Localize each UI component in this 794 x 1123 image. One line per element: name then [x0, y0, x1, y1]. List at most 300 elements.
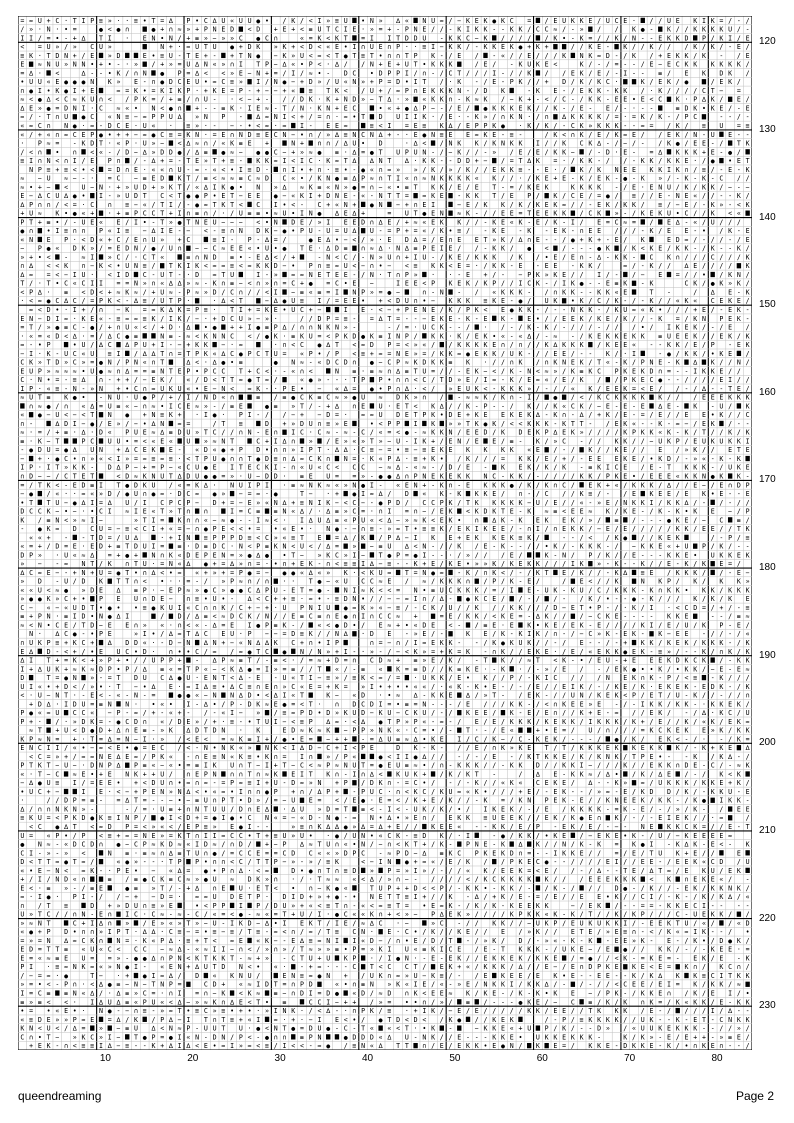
stitch-symbol: U	[134, 490, 138, 498]
stitch-symbol: ∩	[134, 578, 138, 586]
stitch-symbol: P	[387, 455, 391, 463]
stitch-symbol: T	[143, 192, 147, 200]
stitch-symbol: E	[195, 157, 199, 165]
stitch-symbol: /	[641, 192, 645, 200]
stitch-symbol: ∩	[379, 508, 383, 516]
stitch-symbol: E	[728, 315, 732, 323]
stitch-symbol: ●	[256, 324, 260, 332]
stitch-symbol: /	[702, 350, 706, 358]
stitch-symbol: ∩	[449, 481, 453, 489]
stitch-symbol: /	[606, 420, 610, 428]
stitch-symbol: K	[658, 455, 662, 463]
stitch-symbol: ·	[82, 332, 86, 340]
stitch-symbol: «	[632, 341, 636, 349]
stitch-symbol: C	[265, 534, 269, 542]
stitch-mark	[195, 438, 199, 443]
stitch-symbol: U	[195, 473, 199, 481]
stitch-symbol: -	[615, 175, 619, 183]
stitch-symbol: /	[588, 148, 592, 156]
stitch-symbol: I	[213, 183, 217, 191]
stitch-symbol: K	[676, 157, 680, 165]
stitch-symbol: ●	[29, 87, 33, 95]
stitch-mark	[29, 456, 33, 461]
stitch-symbol: N	[151, 473, 155, 481]
stitch-mark	[422, 421, 426, 426]
stitch-symbol: E	[20, 61, 24, 69]
stitch-symbol: -	[746, 315, 750, 323]
stitch-symbol: ∆	[282, 437, 287, 445]
stitch-symbol: K	[711, 183, 715, 191]
stitch-symbol: −	[47, 473, 51, 481]
stitch-symbol: -	[352, 324, 356, 332]
stitch-symbol: T	[300, 534, 304, 542]
stitch-symbol: P	[396, 359, 400, 367]
stitch-symbol: K	[501, 464, 505, 472]
stitch-symbol: C	[571, 192, 575, 200]
stitch-symbol: K	[510, 499, 514, 507]
stitch-symbol: /	[449, 183, 453, 191]
stitch-symbol: C	[274, 148, 278, 156]
stitch-symbol: K	[693, 324, 697, 332]
stitch-symbol: K	[440, 578, 444, 586]
stitch-symbol: <	[29, 297, 33, 305]
stitch-symbol: +	[20, 210, 24, 218]
stitch-symbol: K	[597, 166, 601, 174]
stitch-symbol: I	[73, 157, 77, 165]
stitch-symbol: E	[256, 104, 260, 112]
stitch-symbol: /	[684, 43, 688, 51]
stitch-symbol: ●	[221, 359, 225, 367]
stitch-symbol: −	[632, 543, 636, 551]
stitch-symbol: ∆	[81, 69, 86, 77]
stitch-symbol: ●	[213, 473, 217, 481]
stitch-symbol: /	[256, 578, 260, 586]
stitch-symbol: /	[536, 394, 540, 402]
stitch-symbol: −	[134, 420, 138, 428]
stitch-symbol: T	[230, 201, 234, 209]
stitch-symbol: T	[160, 218, 164, 226]
stitch-mark	[143, 27, 147, 32]
stitch-symbol: E	[684, 201, 688, 209]
stitch-symbol: −	[90, 262, 94, 270]
stitch-symbol: ·	[38, 385, 42, 393]
stitch-symbol: -	[178, 332, 182, 340]
stitch-symbol: D	[213, 253, 217, 261]
stitch-symbol: »	[326, 17, 330, 25]
stitch-symbol: /	[510, 148, 514, 156]
stitch-symbol: /	[125, 420, 129, 428]
stitch-symbol: +	[370, 78, 374, 86]
stitch-symbol: T	[160, 359, 164, 367]
stitch-symbol: ∩	[230, 227, 234, 235]
stitch-symbol: /	[684, 26, 688, 34]
stitch-symbol: -	[492, 26, 496, 34]
stitch-symbol: K	[82, 245, 86, 253]
stitch-symbol: E	[553, 227, 557, 235]
stitch-symbol: /	[641, 201, 645, 209]
stitch-symbol: K	[501, 236, 505, 244]
stitch-symbol: C	[309, 455, 313, 463]
stitch-symbol: D	[29, 473, 33, 481]
stitch-symbol: »	[414, 350, 418, 358]
stitch-symbol: E	[309, 245, 313, 253]
stitch-symbol: <	[545, 96, 549, 104]
stitch-symbol: •	[711, 490, 715, 498]
stitch-symbol: ·	[483, 324, 487, 332]
stitch-symbol: /	[431, 26, 435, 34]
stitch-symbol: N	[396, 350, 400, 358]
stitch-symbol: /	[684, 122, 688, 130]
stitch-symbol: C	[597, 297, 601, 305]
stitch-symbol: P	[746, 508, 750, 516]
stitch-symbol: /	[728, 402, 732, 410]
stitch-symbol: ∩	[387, 52, 391, 60]
stitch-symbol: T	[151, 253, 155, 261]
stitch-symbol: ·	[38, 280, 42, 288]
stitch-symbol: •	[370, 69, 374, 77]
stitch-symbol: C	[29, 508, 33, 516]
stitch-symbol: -	[108, 315, 112, 323]
stitch-symbol: C	[431, 499, 435, 507]
stitch-symbol: K	[553, 201, 557, 209]
stitch-symbol: K	[650, 481, 654, 489]
stitch-symbol: /	[728, 411, 732, 419]
stitch-symbol: »	[361, 473, 365, 481]
stitch-symbol: /	[457, 499, 461, 507]
stitch-symbol: K	[597, 315, 601, 323]
stitch-symbol: »	[134, 516, 138, 524]
stitch-symbol: C	[82, 280, 86, 288]
stitch-symbol: E	[518, 104, 522, 112]
stitch-symbol: U	[396, 113, 400, 121]
stitch-symbol: +	[230, 446, 234, 454]
stitch-symbol: /	[527, 473, 531, 481]
stitch-symbol: I	[256, 78, 260, 86]
stitch-symbol: -	[580, 464, 584, 472]
stitch-symbol: K	[702, 464, 706, 472]
stitch-symbol: »	[73, 43, 77, 51]
stitch-symbol: ≡	[283, 394, 287, 402]
stitch-symbol: N	[55, 516, 59, 524]
stitch-symbol: U	[309, 420, 313, 428]
stitch-symbol: E	[623, 166, 627, 174]
stitch-symbol: I	[221, 236, 225, 244]
stitch-symbol: C	[90, 525, 94, 533]
stitch-symbol: •	[300, 61, 304, 69]
stitch-symbol: K	[684, 473, 688, 481]
stitch-symbol: I	[291, 429, 295, 437]
stitch-symbol: ●	[317, 578, 321, 586]
stitch-symbol: ∆	[683, 262, 688, 270]
stitch-symbol: K	[178, 516, 182, 524]
stitch-symbol: ≡	[125, 525, 129, 533]
stitch-symbol: /	[274, 394, 278, 402]
stitch-symbol: E	[169, 446, 173, 454]
stitch-symbol: -	[457, 394, 461, 402]
stitch-mark	[352, 246, 356, 251]
stitch-symbol: E	[457, 253, 461, 261]
stitch-symbol: ≡	[116, 315, 120, 323]
stitch-symbol: •	[204, 78, 208, 86]
stitch-symbol: ∆	[150, 157, 155, 165]
stitch-symbol: N	[335, 192, 339, 200]
stitch-symbol: ●	[20, 227, 24, 235]
stitch-symbol: /	[606, 34, 610, 42]
stitch-symbol: K	[518, 516, 522, 524]
stitch-symbol: /	[536, 490, 540, 498]
stitch-symbol: -	[352, 271, 356, 279]
stitch-symbol: P	[239, 411, 243, 419]
stitch-symbol: /	[475, 569, 479, 577]
stitch-symbol: /	[702, 253, 706, 261]
stitch-symbol: -	[650, 26, 654, 34]
stitch-symbol: −	[457, 17, 461, 25]
stitch-symbol: T	[466, 499, 470, 507]
stitch-symbol: P	[274, 324, 278, 332]
stitch-symbol: T	[466, 420, 470, 428]
stitch-symbol: +	[405, 201, 409, 209]
stitch-symbol: /	[492, 455, 496, 463]
stitch-symbol: K	[562, 420, 566, 428]
stitch-symbol: U	[248, 17, 252, 25]
stitch-symbol: ·	[82, 508, 86, 516]
stitch-symbol: E	[440, 508, 444, 516]
stitch-symbol: D	[449, 411, 453, 419]
stitch-symbol: ∩	[518, 490, 522, 498]
stitch-symbol: ·	[125, 34, 129, 42]
stitch-symbol: K	[47, 525, 51, 533]
stitch-symbol: /	[702, 157, 706, 165]
stitch-symbol: -	[178, 288, 182, 296]
stitch-symbol: C	[650, 253, 654, 261]
stitch-symbol: /	[615, 508, 619, 516]
stitch-symbol: U	[379, 402, 383, 410]
stitch-symbol: −	[195, 245, 199, 253]
stitch-symbol: U	[667, 183, 671, 191]
stitch-symbol: <	[492, 367, 496, 375]
stitch-symbol: −	[20, 455, 24, 463]
stitch-symbol: K	[746, 262, 750, 270]
stitch-symbol: I	[20, 464, 24, 472]
stitch-symbol: K	[501, 245, 505, 253]
stitch-symbol: K	[711, 61, 715, 69]
stitch-symbol: U	[291, 306, 295, 314]
stitch-mark	[457, 62, 461, 67]
stitch-symbol: /	[571, 324, 575, 332]
stitch-symbol: U	[143, 122, 147, 130]
stitch-symbol: K	[457, 473, 461, 481]
stitch-symbol: <	[55, 157, 59, 165]
stitch-symbol: ∩	[527, 525, 531, 533]
stitch-symbol: K	[536, 87, 540, 95]
stitch-symbol: /	[195, 175, 199, 183]
stitch-symbol: E	[658, 245, 662, 253]
stitch-symbol: U	[300, 543, 304, 551]
stitch-symbol: ∆	[535, 411, 540, 419]
stitch-symbol: N	[195, 218, 199, 226]
stitch-symbol: C	[38, 508, 42, 516]
stitch-symbol: «	[606, 359, 610, 367]
stitch-symbol: <	[29, 96, 33, 104]
stitch-symbol: E	[597, 175, 601, 183]
stitch-symbol: <	[422, 385, 426, 393]
stitch-symbol: -	[615, 271, 619, 279]
stitch-symbol: «	[422, 341, 426, 349]
stitch-mark	[169, 140, 173, 145]
stitch-symbol: -	[580, 455, 584, 463]
stitch-symbol: K	[650, 157, 654, 165]
stitch-symbol: E	[143, 34, 147, 42]
stitch-symbol: «	[213, 446, 217, 454]
stitch-symbol: -	[457, 481, 461, 489]
stitch-symbol: P	[134, 341, 138, 349]
stitch-symbol: E	[483, 315, 487, 323]
stitch-symbol: ≡	[186, 122, 190, 130]
stitch-symbol: N	[335, 324, 339, 332]
stitch-mark	[710, 561, 714, 566]
stitch-symbol: /	[606, 131, 610, 139]
stitch-symbol: +	[55, 166, 59, 174]
stitch-symbol: E	[213, 464, 217, 472]
stitch-symbol: E	[134, 78, 138, 86]
stitch-symbol: =	[737, 87, 741, 95]
stitch-symbol: U	[195, 78, 199, 86]
stitch-symbol: E	[466, 481, 470, 489]
stitch-symbol: K	[274, 543, 278, 551]
stitch-symbol: «	[693, 218, 697, 226]
stitch-symbol: /	[29, 280, 33, 288]
stitch-symbol: /	[597, 446, 601, 454]
stitch-symbol: <	[300, 43, 304, 51]
stitch-symbol: ●	[55, 455, 59, 463]
stitch-symbol: −	[47, 411, 51, 419]
stitch-symbol: T	[746, 157, 750, 165]
stitch-symbol: I	[90, 499, 94, 507]
stitch-symbol: -	[475, 402, 479, 410]
stitch-symbol: ≈	[317, 52, 321, 60]
stitch-symbol: ∆	[290, 455, 295, 463]
stitch-symbol: E	[632, 455, 636, 463]
stitch-symbol: ·	[64, 17, 68, 25]
stitch-symbol: E	[684, 490, 688, 498]
stitch-symbol: E	[571, 253, 575, 261]
stitch-symbol: K	[256, 43, 260, 51]
stitch-symbol: ●	[82, 113, 86, 121]
stitch-symbol: -	[352, 429, 356, 437]
stitch-symbol: P	[108, 157, 112, 165]
stitch-symbol: K	[169, 411, 173, 419]
stitch-symbol: ≡	[326, 420, 330, 428]
stitch-symbol: P	[431, 280, 435, 288]
stitch-symbol: ≈	[492, 376, 496, 384]
stitch-symbol: +	[239, 324, 243, 332]
stitch-symbol: −	[379, 183, 383, 191]
stitch-symbol: ∆	[194, 69, 199, 77]
stitch-symbol: E	[483, 543, 487, 551]
stitch-symbol: ≈	[553, 332, 557, 340]
stitch-symbol: ∩	[414, 201, 418, 209]
stitch-symbol: ≡	[326, 262, 330, 270]
stitch-symbol: ·	[73, 429, 77, 437]
stitch-mark	[422, 333, 426, 338]
stitch-symbol: <	[352, 236, 356, 244]
stitch-symbol: ∆	[395, 455, 400, 463]
stitch-symbol: U	[711, 131, 715, 139]
stitch-symbol: •	[47, 376, 51, 384]
stitch-symbol: ∩	[195, 516, 199, 524]
stitch-symbol: ·	[361, 26, 365, 34]
stitch-symbol: /	[562, 26, 566, 34]
stitch-symbol: ·	[352, 569, 356, 577]
stitch-mark	[239, 272, 243, 277]
stitch-symbol: D	[134, 543, 138, 551]
stitch-symbol: ≈	[160, 490, 164, 498]
stitch-symbol: K	[440, 218, 444, 226]
stitch-symbol: ≡	[274, 455, 278, 463]
stitch-symbol: ∩	[361, 525, 365, 533]
stitch-mark	[632, 79, 636, 84]
stitch-mark	[151, 535, 155, 540]
stitch-symbol: •	[20, 499, 24, 507]
stitch-symbol: I	[667, 166, 671, 174]
stitch-symbol: K	[553, 359, 557, 367]
stitch-symbol: ●	[125, 551, 129, 559]
stitch-symbol: ≡	[256, 131, 260, 139]
stitch-symbol: T	[405, 569, 409, 577]
stitch-symbol: /	[536, 359, 540, 367]
stitch-symbol: ∆	[395, 534, 400, 542]
stitch-symbol: K	[553, 192, 557, 200]
stitch-symbol: ≡	[151, 367, 155, 375]
stitch-symbol: E	[108, 420, 112, 428]
stitch-symbol: E	[492, 341, 496, 349]
stitch-symbol: ∆	[378, 490, 383, 498]
stitch-symbol: K	[518, 140, 522, 148]
stitch-symbol: <	[99, 288, 103, 296]
stitch-symbol: −	[746, 569, 750, 577]
stitch-symbol: /	[693, 394, 697, 402]
stitch-symbol: /	[457, 166, 461, 174]
stitch-symbol: »	[326, 569, 330, 577]
stitch-symbol: <	[134, 525, 138, 533]
stitch-symbol: T	[90, 560, 94, 568]
stitch-symbol: =	[379, 288, 383, 296]
stitch-symbol: U	[82, 218, 86, 226]
stitch-symbol: P	[309, 262, 313, 270]
stitch-mark	[448, 570, 452, 575]
stitch-mark	[641, 351, 645, 356]
stitch-symbol: K	[431, 262, 435, 270]
stitch-symbol: E	[641, 402, 645, 410]
stitch-symbol: K	[518, 350, 522, 358]
stitch-symbol: -	[606, 43, 610, 51]
stitch-mark	[221, 324, 225, 329]
stitch-symbol: »	[361, 78, 365, 86]
stitch-symbol: ∆	[124, 341, 129, 349]
stitch-symbol: ≈	[623, 262, 627, 270]
stitch-symbol: K	[615, 394, 619, 402]
stitch-symbol: •	[125, 385, 129, 393]
stitch-mark	[370, 535, 374, 540]
stitch-symbol: /	[641, 437, 645, 445]
stitch-symbol: K	[650, 245, 654, 253]
stitch-symbol: −	[116, 306, 120, 314]
stitch-symbol: E	[90, 543, 94, 551]
stitch-symbol: K	[440, 87, 444, 95]
stitch-mark	[684, 535, 688, 540]
stitch-symbol: /	[440, 437, 444, 445]
stitch-symbol: N	[326, 525, 330, 533]
